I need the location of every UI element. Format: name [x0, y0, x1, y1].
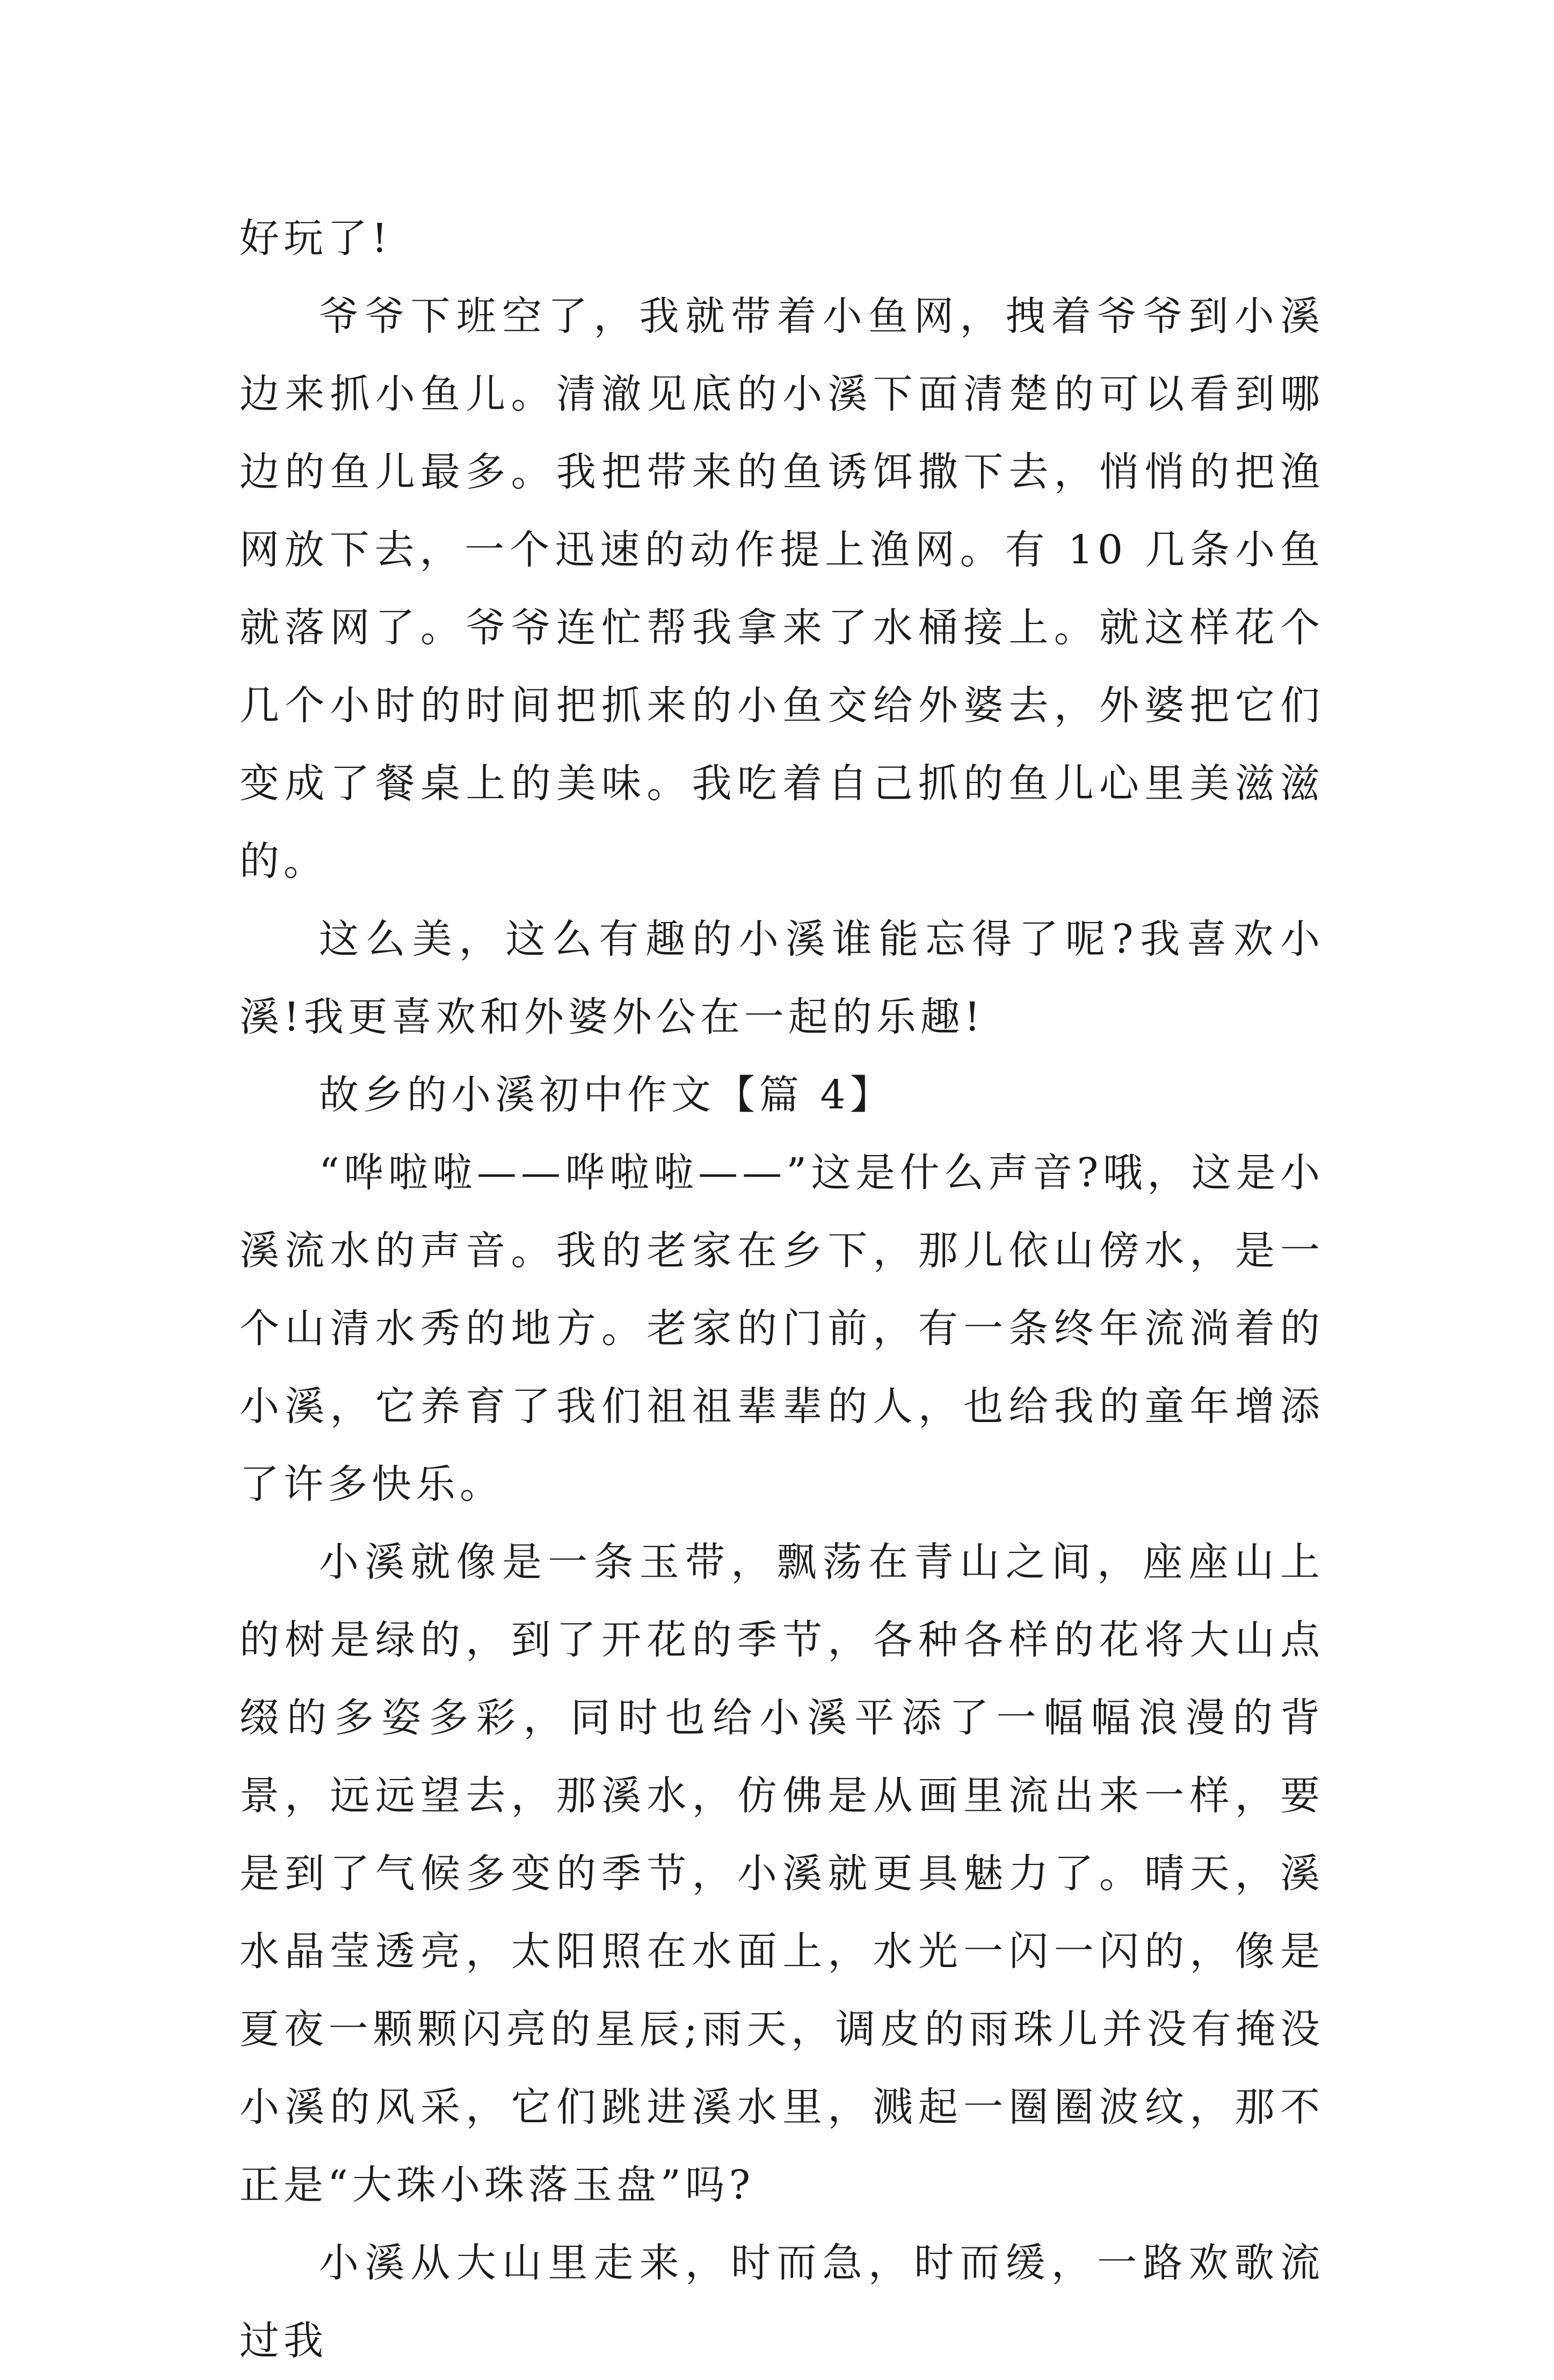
body-text: [239, 200, 1324, 2380]
paragraph-5: 小溪就像是一条玉带，飘荡在青山之间，座座山上的树是绿的，到了开花的季节，各种各样的花将大山点缀的多姿多彩，同时也给小溪平添了一幅幅浪漫的背景，远远望去，那溪水，仿佛是从画里流出来一样，要是到了气候多变的季节，小溪就更具魅力了。晴天，溪水晶莹透亮，太阳照在水面上，水光一闪一闪的，像是夏夜一颗颗闪亮的星辰;雨天，调皮的雨珠儿并没有掩没小溪的风采，它们跳进溪水里，溅起一圈圈波纹，那不正是“大珠小珠落玉盘”吗?: [239, 1539, 1324, 2208]
paragraph-2: 爷爷下班空了，我就带着小鱼网，拽着爷爷到小溪边来抓小鱼儿。清澈见底的小溪下面清楚的可以看到哪边的鱼儿最多。我把带来的鱼诱饵撒下去，悄悄的把渔网放下去，一个迅速的动作提上渔网。有 10 几条小鱼就落网了。爷爷连忙帮我拿来了水桶接上。就这样花个几个小时的时间把抓来的小鱼交给外婆去，外婆把它们变成了餐桌上的美味。我吃着自己抓的鱼儿心里美滋滋的。: [239, 293, 1324, 884]
section-heading: 故乡的小溪初中作文【篇 4】: [319, 1072, 894, 1118]
paragraph-6: 小溪从大山里走来，时而急，时而缓，一路欢歌流过我: [239, 2240, 1324, 2364]
paragraph-4: “哗啦啦——哗啦啦——”这是什么声音?哦，这是小溪流水的声音。我的老家在乡下，那儿依山傍水，是一个山清水秀的地方。老家的门前，有一条终年流淌着的小溪，它养育了我们祖祖辈辈的人，也给我的童年增添了许多快乐。: [239, 1150, 1324, 1507]
paragraph-3: 这么美，这么有趣的小溪谁能忘得了呢?我喜欢小溪!我更喜欢和外婆外公在一起的乐趣!: [239, 916, 1324, 1040]
paragraph-1: 好玩了!: [239, 215, 392, 262]
